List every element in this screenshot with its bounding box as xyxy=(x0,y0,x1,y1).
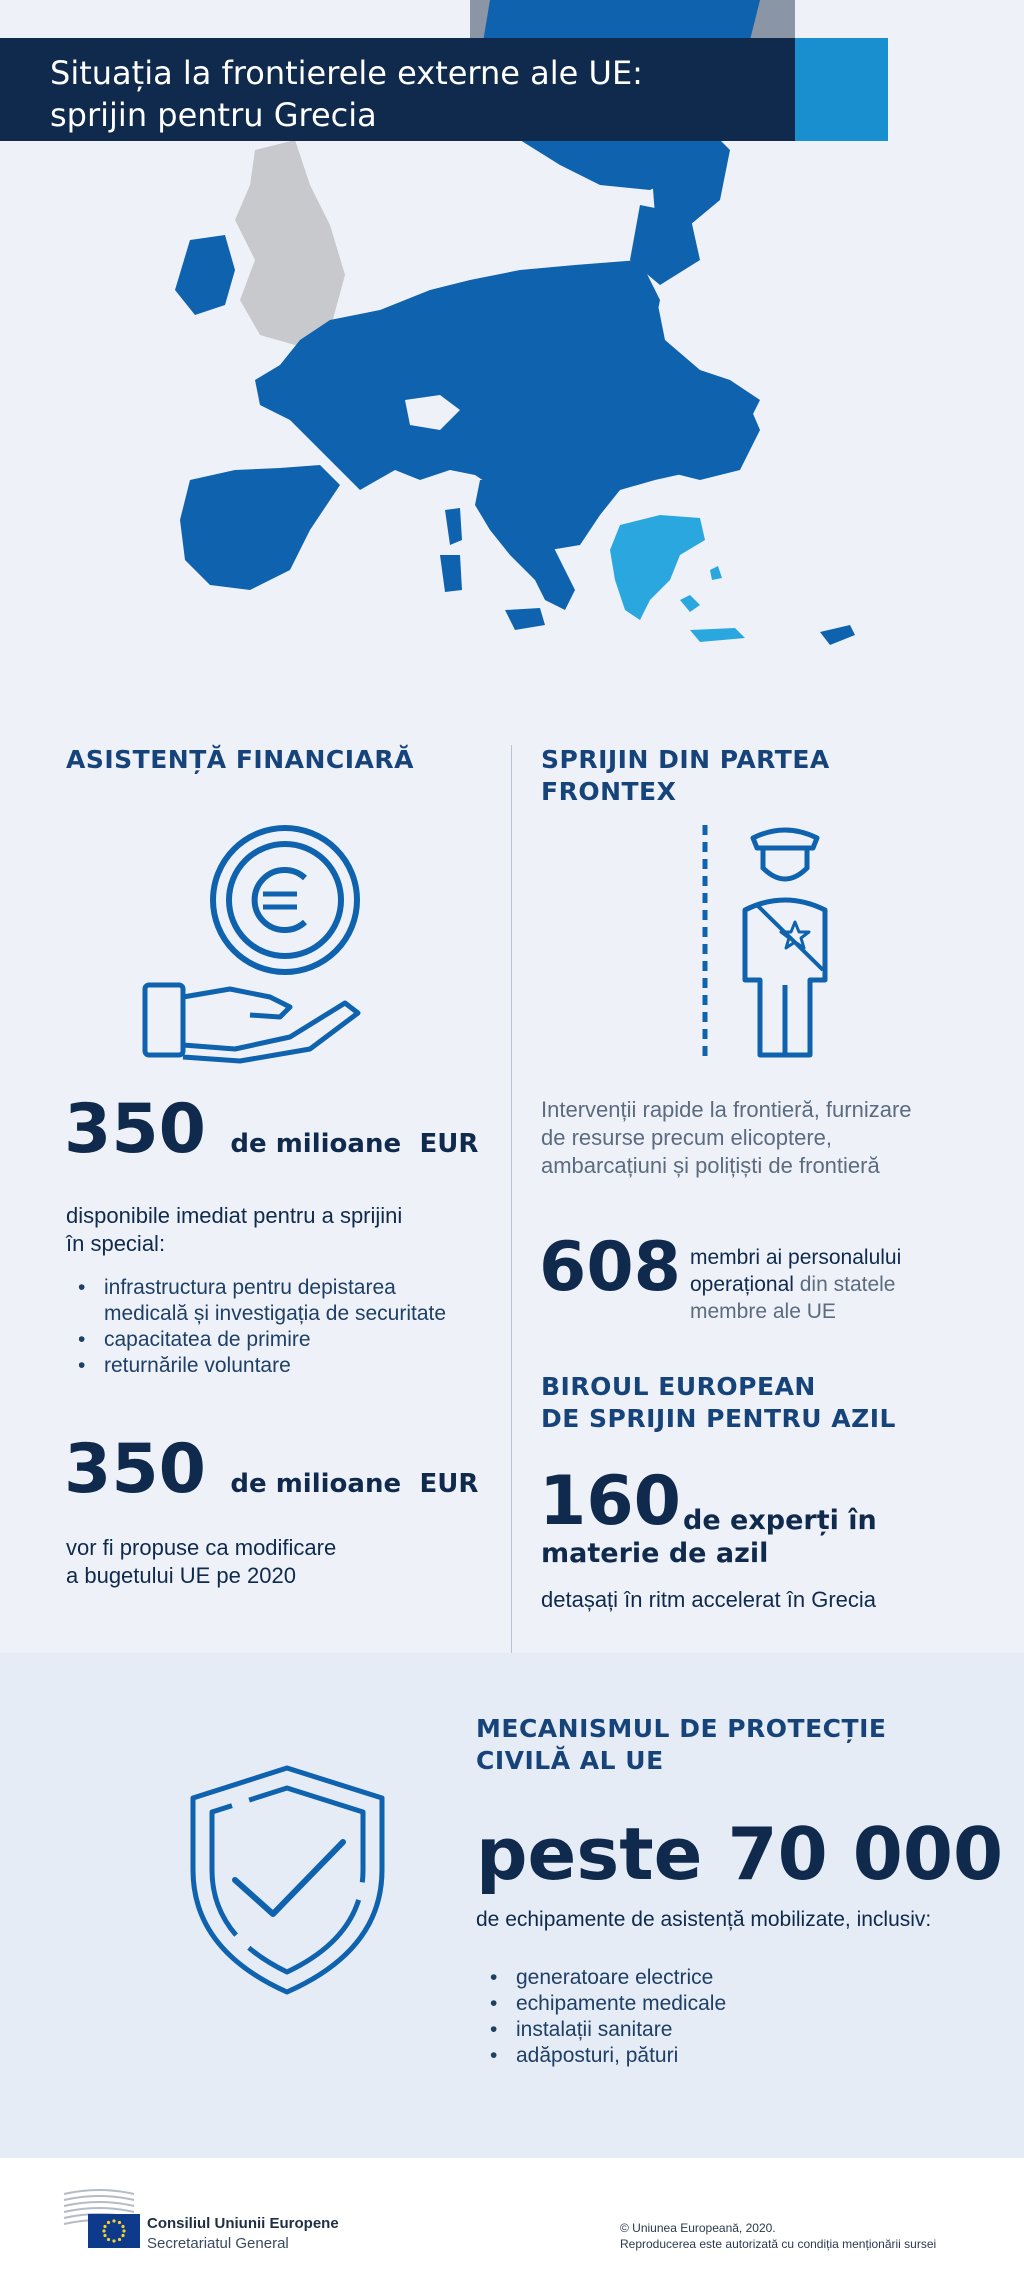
amount-1-unit: de milioane xyxy=(230,1129,402,1159)
list-item: • returnările voluntare xyxy=(104,1353,446,1379)
euro-coin-icon xyxy=(205,820,365,980)
civil-protection-bullet-list xyxy=(476,1965,726,2069)
title-line-1: Situația la frontierele externe ale UE: xyxy=(50,54,643,92)
org-department: Secretariatul General xyxy=(147,2235,289,2252)
frontex-desc-line-2: de resurse precum elicoptere, xyxy=(541,1125,833,1150)
org-name: Consiliul Uniunii Europene xyxy=(147,2215,339,2232)
list-item: • infrastructura pentru depistarea xyxy=(104,1275,446,1301)
list-item: • generatoare electrice xyxy=(516,1965,726,1991)
footer-copyright xyxy=(620,2220,936,2252)
frontex-desc-line-1: Intervenții rapide la frontieră, furnizare xyxy=(541,1097,912,1122)
hand-icon xyxy=(140,975,365,1065)
amount-2-desc-line-1: vor fi propuse ca modificare xyxy=(66,1535,337,1560)
amount-1-desc-line-1: disponibile imediat pentru a sprijini xyxy=(66,1203,403,1228)
list-item: • adăposturi, pături xyxy=(516,2043,726,2069)
copyright-text: © Uniunea Europeană, 2020. xyxy=(620,2221,776,2235)
civil-protection-description: de echipamente de asistență mobilizate, inclusiv: xyxy=(476,1908,932,1931)
column-divider xyxy=(511,745,512,1653)
easo-heading xyxy=(541,1371,896,1435)
amount-2-desc-line-2: a bugetului UE pe 2020 xyxy=(66,1563,296,1588)
amount-1-number: 350 xyxy=(64,1090,206,1169)
list-item: • echipamente medicale xyxy=(516,1991,726,2017)
amount-2-unit: de milioane xyxy=(230,1469,402,1499)
financial-amount-2 xyxy=(64,1430,478,1509)
staff-line-2-emphasis: operațional xyxy=(690,1273,794,1296)
financial-amount-1 xyxy=(64,1090,478,1169)
list-item-continuation: medicală și investigația de securitate xyxy=(104,1302,447,1325)
list-item: • capacitatea de primire xyxy=(104,1327,446,1353)
list-item: • instalații sanitare xyxy=(516,2017,726,2043)
easo-heading-line-2: DE SPRIJIN PENTRU AZIL xyxy=(541,1404,896,1433)
footer-org xyxy=(147,2214,339,2254)
civil-protection-heading xyxy=(476,1713,886,1777)
border-officer-icon xyxy=(695,820,835,1065)
easo-description: detașați în ritm accelerat în Grecia xyxy=(541,1587,877,1612)
shield-check-icon xyxy=(185,1760,390,2000)
financial-bullet-list xyxy=(64,1275,446,1379)
frontex-staff-number: 608 xyxy=(539,1228,681,1307)
page-title xyxy=(50,52,790,136)
amount-1-currency: EUR xyxy=(419,1129,479,1159)
amount-2-description xyxy=(66,1534,336,1590)
easo-unit-line-2: materie de azil xyxy=(541,1538,769,1569)
title-line-2: sprijin pentru Grecia xyxy=(50,96,377,134)
civil-heading-line-2: CIVILĂ AL UE xyxy=(476,1746,664,1775)
easo-heading-line-1: BIROUL EUROPEAN xyxy=(541,1372,816,1401)
amount-2-number: 350 xyxy=(64,1430,206,1509)
amount-1-desc-line-2: în special: xyxy=(66,1231,166,1256)
frontex-heading-line-1: SPRIJIN DIN PARTEA xyxy=(541,745,830,774)
title-accent-block xyxy=(795,38,888,141)
staff-line-2-rest: din statele xyxy=(793,1273,896,1296)
eu-flag-icon xyxy=(88,2214,140,2248)
frontex-heading xyxy=(541,744,830,808)
staff-line-3: membre ale UE xyxy=(690,1300,836,1323)
frontex-staff-description xyxy=(690,1244,901,1325)
easo-number: 160 xyxy=(539,1462,681,1541)
frontex-heading-line-2: FRONTEX xyxy=(541,777,677,806)
civil-heading-line-1: MECANISMUL DE PROTECȚIE xyxy=(476,1714,887,1743)
financial-heading: ASISTENȚĂ FINANCIARĂ xyxy=(66,745,414,774)
frontex-desc-line-3: ambarcațiuni și polițiști de frontieră xyxy=(541,1153,880,1178)
easo-unit-line-1: de experți în xyxy=(683,1505,877,1536)
frontex-description xyxy=(541,1096,912,1180)
amount-1-description xyxy=(66,1202,402,1258)
staff-line-2 xyxy=(690,1271,901,1298)
staff-line-1: membri ai personalului xyxy=(690,1246,902,1269)
amount-2-currency: EUR xyxy=(419,1469,479,1499)
reproduction-text: Reproducerea este autorizată cu condiția menționării sursei xyxy=(620,2237,937,2251)
civil-protection-number: peste 70 000 xyxy=(476,1812,1004,1896)
